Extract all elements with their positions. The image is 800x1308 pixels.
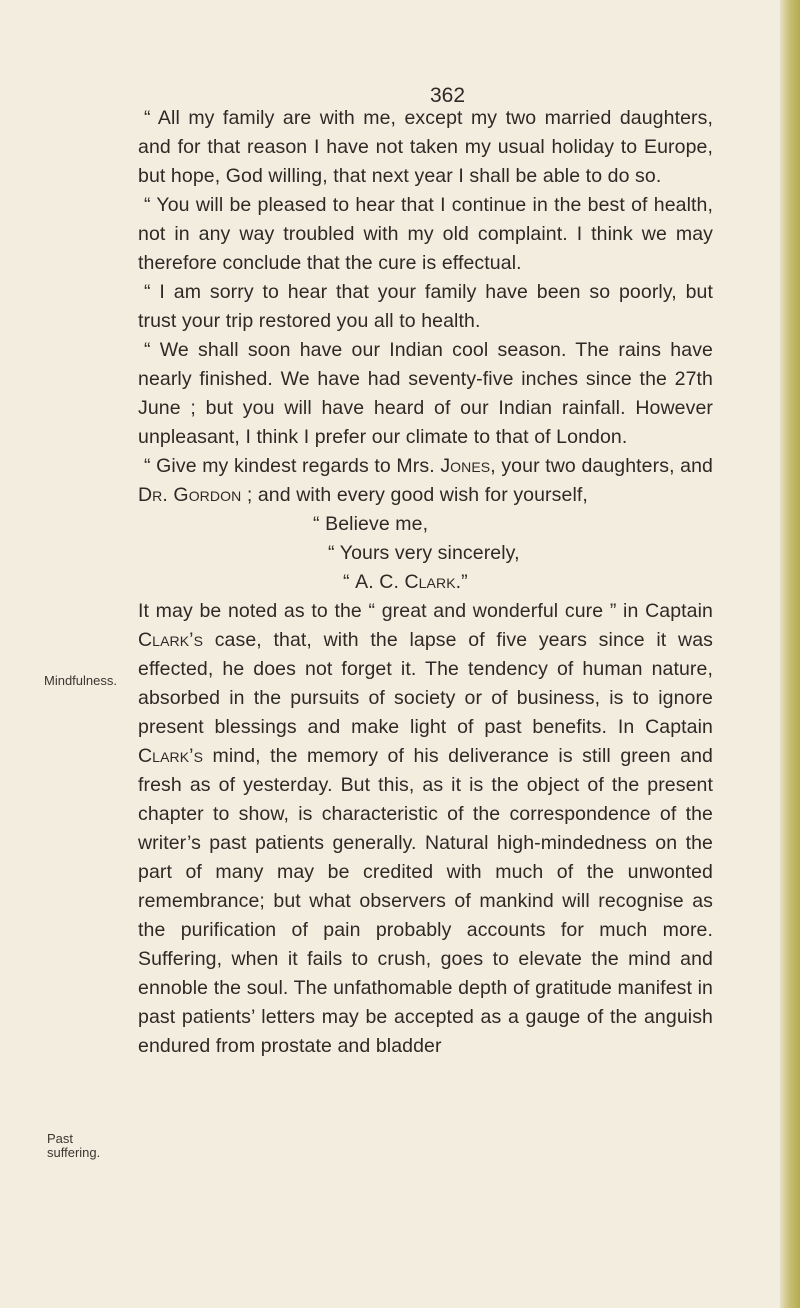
text-run: “ xyxy=(343,571,356,593)
marginal-note-past-suffering xyxy=(47,1132,100,1160)
text-run: mind, the memory of his deliverance is still green and fresh as of yesterday. But this, as it is the object of the present chapter to show, is characteristic of the correspondence of the writer’s past patients generally. Natural high-mindedness on the part of many may be credited with much of the unwonted remembrance; but what observers of mankind will recognise as the purification of pain probably accounts for much more. Suffering, when it fails to crush, goes to elevate the mind and ennoble the soul. The unfathomable depth of gratitude manifest in past patients’ letters may be accepted as a gauge of the anguish endured from prostate and bladder xyxy=(138,745,713,1057)
person-name: Clark’s xyxy=(138,745,204,767)
letter-closing: “ Believe me, xyxy=(313,513,429,535)
text-run: case, that, with the lapse of five years since it was effected, he does not forget it. The tendency of human nature, absorbed in the pursuits of society or of business, is to ignore present blessings and make light of past benefits. In Captain xyxy=(138,629,713,738)
person-name: Jones xyxy=(440,455,491,477)
page-text xyxy=(138,104,713,1061)
marginal-note-line: Past xyxy=(47,1131,74,1146)
letter-closing: “ Yours very sincerely, xyxy=(328,542,520,564)
marginal-note-mindfulness: Mindfulness. xyxy=(44,673,117,688)
letter-signature xyxy=(138,568,713,597)
person-name: Dr. Gordon xyxy=(138,484,242,506)
signature-name: A. C. Clark. xyxy=(355,571,462,593)
body-paragraph xyxy=(138,597,713,1061)
text-run: ; and with every good wish for yourself, xyxy=(241,484,588,506)
letter-paragraph: “ We shall soon have our Indian cool season. The rains have nearly finished. We have had seventy-five inches since the 27th June ; but you will have heard of our Indian rainfall. However unpleasant, I think I prefer our climate to that of London. xyxy=(138,339,713,448)
text-run: It may be noted as to the “ great and wonderful cure ” in Captain xyxy=(138,600,713,622)
letter-paragraph xyxy=(138,452,713,510)
letter-paragraph: “ You will be pleased to hear that I continue in the best of health, not in any way troubled with my old complaint. I think we may therefore conclude that the cure is effectual. xyxy=(138,194,713,274)
text-run: , your two daughters, and xyxy=(490,455,713,477)
marginal-note-line: suffering. xyxy=(47,1145,101,1160)
page-number: 362 xyxy=(429,84,466,107)
page-edge xyxy=(780,0,800,1308)
letter-paragraph: “ All my family are with me, except my two married daughters, and for that reason I have not taken my usual holiday to Europe, but hope, God willing, that next year I shall be able to do so. xyxy=(138,107,713,187)
person-name: Clark’s xyxy=(138,629,204,651)
text-run: ” xyxy=(461,571,468,593)
text-run: “ Give my kindest regards to Mrs. xyxy=(144,455,441,477)
letter-paragraph: “ I am sorry to hear that your family have been so poorly, but trust your trip restored you all to health. xyxy=(138,281,713,332)
